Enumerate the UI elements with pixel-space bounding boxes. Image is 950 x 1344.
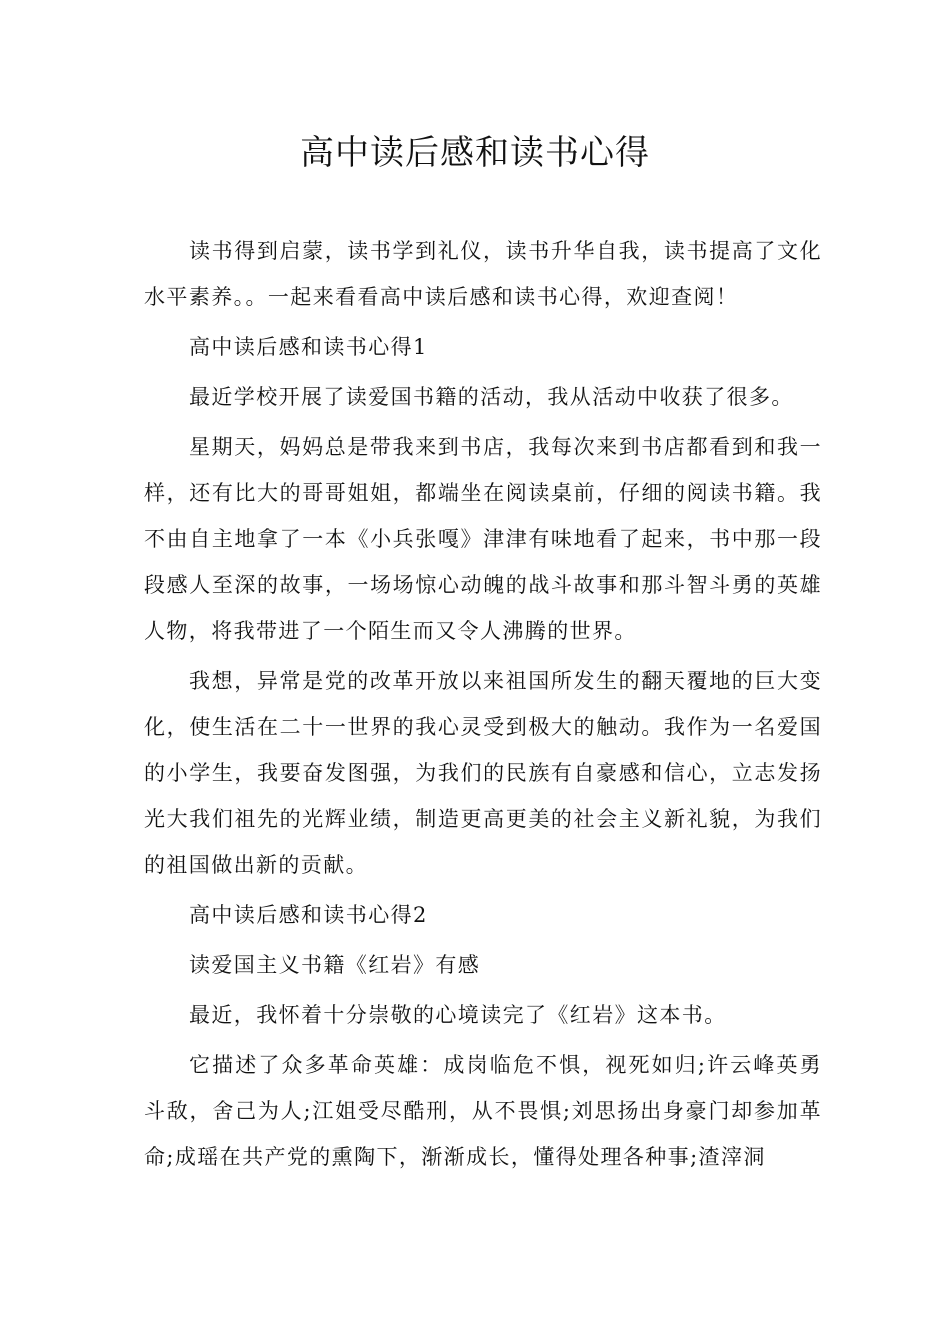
section-heading-2: 高中读后感和读书心得2 xyxy=(189,903,428,927)
intro-paragraph: 读书得到启蒙，读书学到礼仪，读书升华自我，读书提高了文化水平素养。。一起来看看高中读后感和读书心得，欢迎查阅！ xyxy=(144,239,822,309)
paragraph: 最近，我怀着十分崇敬的心境读完了《红岩》这本书。 xyxy=(189,1003,727,1027)
paragraph: 它描述了众多革命英雄：成岗临危不惧，视死如归;许云峰英勇斗敌，舍己为人;江姐受尽酷刑，从不畏惧;刘思扬出身豪门却参加革命;成瑶在共产党的熏陶下，渐渐成长，懂得处理各种事;渣滓洞 xyxy=(144,1053,822,1169)
paragraph: 最近学校开展了读爱国书籍的活动，我从活动中收获了很多。 xyxy=(189,385,794,409)
paragraph: 我想，异常是党的改革开放以来祖国所发生的翻天覆地的巨大变化，使生活在二十一世界的我心灵受到极大的触动。我作为一名爱国的小学生，我要奋发图强，为我们的民族有自豪感和信心，立志发扬光大我们祖先的光辉业绩，制造更高更美的社会主义新礼貌，为我们的祖国做出新的贡献。 xyxy=(144,669,822,877)
document-body xyxy=(144,228,822,1180)
subheading: 读爱国主义书籍《红岩》有感 xyxy=(189,953,481,977)
document-title: 高中读后感和读书心得 xyxy=(300,133,650,173)
paragraph: 星期天，妈妈总是带我来到书店，我每次来到书店都看到和我一样，还有比大的哥哥姐姐，都端坐在阅读桌前，仔细的阅读书籍。我不由自主地拿了一本《小兵张嘎》津津有味地看了起来，书中那一段段感人至深的故事，一场场惊心动魄的战斗故事和那斗智斗勇的英雄人物，将我带进了一个陌生而又令人沸腾的世界。 xyxy=(144,435,822,643)
section-heading-1: 高中读后感和读书心得1 xyxy=(189,335,428,359)
